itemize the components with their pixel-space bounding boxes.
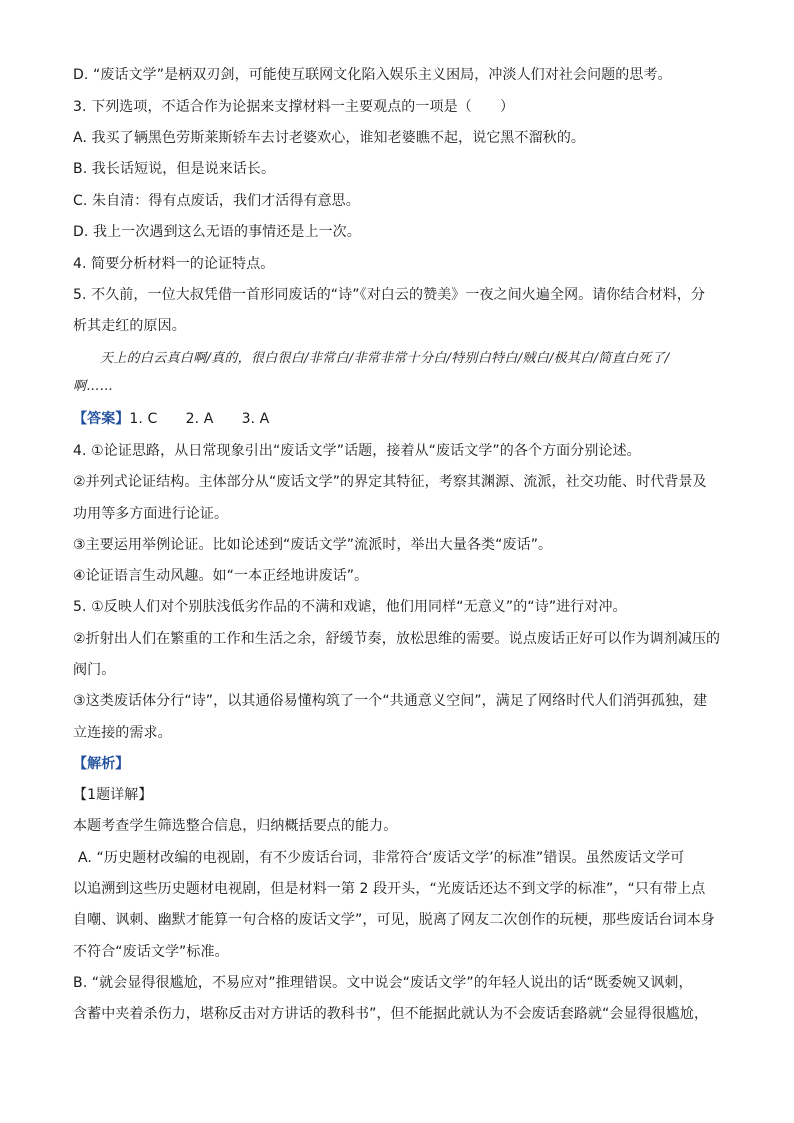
answer-5-point3-line2: 立连接的需求。 (73, 725, 172, 741)
answer-text: 1. C 2. A 3. A (129, 411, 270, 427)
answer-4-point2-line1: ②并列式论证结构。主体部分从“废话文学”的界定其特征，考察其渊源、流派，社交功能、时代背景及 (73, 474, 707, 490)
answer-5-point3-line1: ③这类废话体分行“诗”，以其通俗易懂构筑了一个“共通意义空间”，满足了网络时代人们消弭孤独，建 (73, 693, 708, 709)
analysis-tag: 【解析】 (73, 756, 130, 772)
option-c-q3: C. 朱自清：得有点废话，我们才活得有意思。 (73, 193, 360, 209)
option-d-q2: D. “废话文学”是柄双刃剑，可能使互联网文化陷入娱乐主义困局，冲淡人们对社会问题的思考。 (73, 67, 672, 83)
q1-analysis-b-line2: 含蓄中夹着杀伤力，堪称反击对方讲话的教科书”，但不能据此就认为不会废话套路就“会显得很尴尬， (73, 1006, 709, 1022)
poem-line1: 天上的白云真白啊/真的，很白很白/非常白/非常非常十分白/特别白特白/贼白/极其白/简直白死了/ (100, 351, 670, 366)
question-3: 3. 下列选项，不适合作为论据来支撑材料一主要观点的一项是（ ） (73, 99, 515, 115)
answer-tag: 【答案】 (73, 411, 130, 427)
analysis-heading (73, 755, 129, 773)
answer-4-point4: ④论证语言生动风趣。如“一本正经地讲废话”。 (73, 568, 369, 584)
question-4: 4. 简要分析材料一的论证特点。 (73, 256, 275, 272)
option-b-q3: B. 我长话短说，但是说来话长。 (73, 161, 276, 177)
answer-4-point1: 4. ①论证思路，从日常现象引出“废话文学”话题，接着从“废话文学”的各个方面分别论述。 (73, 443, 641, 459)
question-5-line2: 析其走红的原因。 (73, 318, 186, 334)
answer-4-point2-line2: 功用等多方面进行论证。 (73, 506, 229, 522)
question-5-line1: 5. 不久前，一位大叔凭借一首形同废话的“诗”《对白云的赞美》一夜之间火遍全网。请你结合材料，分 (73, 287, 706, 303)
answer-line (73, 410, 269, 428)
option-a-q3: A. 我买了辆黑色劳斯莱斯轿车去讨老婆欢心，谁知老婆瞧不起，说它黑不溜秋的。 (73, 130, 586, 146)
q1-detail-heading: 【1题详解】 (73, 787, 153, 803)
q1-detail-intro: 本题考查学生筛选整合信息，归纳概括要点的能力。 (73, 818, 398, 834)
option-d-q3: D. 我上一次遇到这么无语的事情还是上一次。 (73, 224, 361, 240)
answer-4-point3: ③主要运用举例论证。比如论述到“废话文学”流派时，举出大量各类“废话”。 (73, 537, 553, 553)
answer-5-point2-line2: 阀门。 (73, 662, 116, 678)
q1-analysis-a-line2: 以追溯到这些历史题材电视剧，但是材料一第 2 段开头，“光废话还达不到文学的标准”，“只有带上点 (73, 881, 706, 897)
q1-analysis-b-line1: B. “就会显得很尴尬，不易应对”推理错误。文中说会“废话文学”的年轻人说出的话“既委婉又讽刺， (73, 975, 693, 991)
answer-5-point1: 5. ①反映人们对个别肤浅低劣作品的不满和戏谑，他们用同样“无意义”的“诗”进行对冲。 (73, 599, 627, 615)
answer-5-point2-line1: ②折射出人们在繁重的工作和生活之余，舒缓节奏，放松思维的需要。说点废话正好可以作为调剂减压的 (73, 631, 721, 647)
q1-analysis-a-line4: 不符合“废话文学”标准。 (73, 944, 229, 960)
q1-analysis-a-line3: 自嘲、讽刺、幽默才能算一句合格的废话文学”，可见，脱离了网友二次创作的玩梗，那些废话台词本身 (73, 912, 715, 928)
poem-line2: 啊…… (73, 379, 113, 394)
q1-analysis-a-line1: A. “历史题材改编的电视剧，有不少废话台词，非常符合‘废话文学’的标准”错误。虽然废话文学可 (78, 850, 685, 866)
